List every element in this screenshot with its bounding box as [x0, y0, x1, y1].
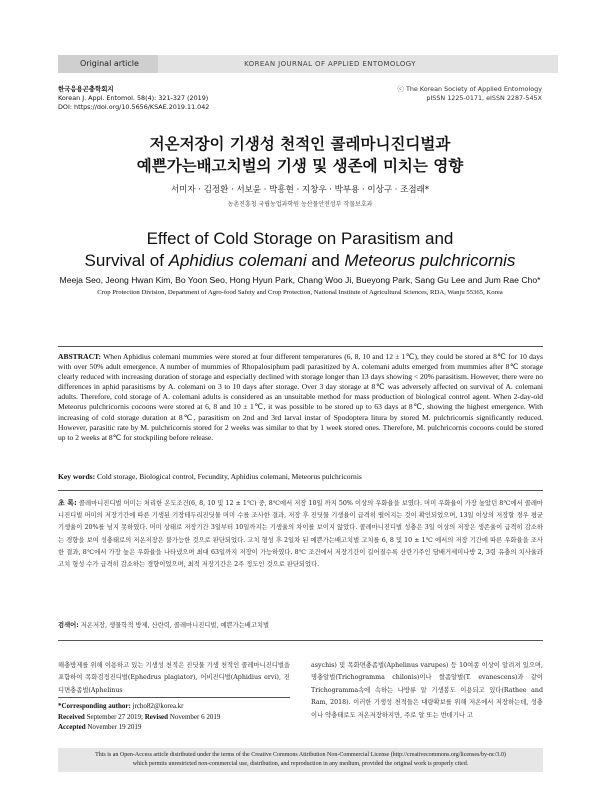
title-ko-line2: 예쁜가는배고치벌의 기생 및 생존에 미치는 영향 [136, 157, 464, 175]
citation: Korean J. Appl. Entomol. 58(4): 321-327 (2019) [58, 94, 209, 102]
journal-name-header: KOREAN JOURNAL OF APPLIED ENTOMOLOGY [244, 60, 416, 68]
abstract-en [58, 352, 543, 443]
abstract-ko [58, 497, 543, 571]
keywords-ko [58, 620, 543, 629]
keywords-text: Cold storage, Biological control, Fecundity, Aphidius colemani, Meteorus pulchricornis [95, 472, 362, 481]
corresponding-author-label: *Corresponding author: [58, 702, 131, 710]
title-ko-line1: 저온저장이 기생성 천적인 콜레마니진디벌과 [149, 135, 451, 153]
footnote-divider [58, 697, 290, 698]
citation-block [58, 85, 209, 112]
copyright: ⓒ The Korean Society of Applied Entomology [397, 85, 542, 93]
abstract-text: When Aphidius colemani mummies were stored at four different temperatures (6, 8, 10 and 12 ± 1℃), they could be stored at 8℃ for 10 days with over 50% adult emergence. A number of mummies of Rhopalosiphum padi parasitized by A. colemani adults emerged from mummies after 8℃ storage clearly reduced with increasing duration of storage and especially declined with storage longer than 13 days showing < 20% parasitism. However, there were no differences in aphid parasitisms by A. colemani on 3 to 10 days after storage. Over 3 day storage at 8℃ was adversely affected on survival of A. colemani adults. Therefore, cold storage of A. colemani adults is considered as an unsuitable method for mass production of biological control agent. When 2-day-old Meteorus pulchricornis cocoons were stored at 6, 8 and 10 ± 1℃, it was possible to be stored up to 63 days at 8℃, showing the highest emergence. With increasing of cold storage duration at 8℃, parasitism on 2nd and 3rd larval instar of Spodoptera litura by stored M. pulchricornis significantly reduced. However, parasitic rate by M. pulchricornis stored for 2 weeks was similar to that by 1 week stored ones. Therefore, M. pulchricornis cocoons could be stored up to 2 weeks at 8℃ for stockpiling before release. [58, 352, 543, 442]
title-en-text: and [306, 251, 345, 270]
species-name: Meteorus pulchricornis [344, 251, 516, 270]
issn: pISSN 1225-0171, eISSN 2287-545X [426, 94, 542, 102]
species-name: Aphidius colemani [168, 251, 307, 270]
revised-label: Revised [144, 712, 169, 721]
revised-date: November 6 2019 [168, 712, 221, 721]
title-en-line2 [40, 250, 560, 272]
copyright-block [398, 85, 542, 103]
received-label: Received [58, 712, 85, 721]
body-column-right: asychis) 및 목화면충좀벌(Aphelinus varupes) 등 10여종 이상이 알려져 있으며, 명충알벌(Trichogramma chilonis)이나 쌀좀알벌(T. evanescens)과 같이 Trichogramma속에 속하는 나방류 알 기생봉도 이용되고 있다(Rathee and Ram, 2018). 이러한 기생성 천적들은 대량확보를 위해 저온에서 저장하는데, 성충이나 약충태로도 저온저장하지만, 주로 알 또는 번데기나 고 [311, 662, 543, 719]
footnote [58, 701, 290, 733]
divider [58, 346, 543, 347]
abstract-label: ABSTRACT: [58, 352, 102, 361]
corresponding-email[interactable]: jrcho82@korea.kr [130, 702, 184, 710]
body-column-left: 해충방제를 위해 이용하고 있는 기생성 천적은 진딧물 기생 천적인 콜레마니진디벌을 포함하여 목화검정진디벌(Ephedrus plagiator), 어비진디벌(Aphidius ervi), 진디면충좀벌(Aphelinus [58, 662, 290, 694]
keywords-ko-label: 검색어: [58, 622, 79, 629]
accepted-label: Accepted [58, 723, 86, 731]
received-date: September 27 2019; [84, 712, 145, 721]
keywords-ko-text: 저온저장, 생물학적 방제, 산란력, 콜레마니진디벌, 예쁜가는배고치벌 [78, 622, 270, 629]
title-en-line1: Effect of Cold Storage on Parasitism and [146, 229, 454, 248]
accepted-date: November 19 2019 [85, 723, 142, 731]
affiliation-ko: 농촌진흥청 국립농업과학원 농산물안전성부 작물보호과 [227, 201, 373, 208]
affiliation-en: Crop Protection Division, Department of Agro-food Safety and Crop Protection, National Institute of Agricultural Sciences, RDA, Wanju 55365, Korea [97, 289, 503, 296]
keywords-en [58, 472, 543, 481]
authors-ko: 서미자 · 김정환 · 서보윤 · 박흥현 · 지창우 · 박부용 · 이상구 · 조점래* [170, 185, 430, 195]
journal-name-ko: 한국응용곤충학회지 [58, 85, 114, 93]
divider [58, 640, 543, 641]
abstract-ko-text: 콜레마니진디벌 머미는 처리한 온도조건(6, 8, 10 및 12 ± 1℃) 중, 8℃에서 저장 10일 까지 50% 이상의 우화율을 보였다. 머미 우화율이 가장 높았던 8℃에서 콜레마니진디벌 머미의 저장기간에 따른 기생된 기장테두리진딧물 머미 수를 조사한 결과, 저장 후 진딧물 기생율이 급격히 떨어지는 것이 확인되었으며, 13일 이상의 저장할 경우 평균 기생율이 20%를 넘지 못하였다. 머미 상태로 저장기간 3일부터 10일까지는 기생율의 차이를 보이지 않았다. 콜레마니진디벌 성충은 3일 이상의 저장은 생존율이 급격히 감소하는 경향을 보여 성충태로의 저온저장은 불가능한 것으로 판단되었다. 고치 형성 후 2일차 된 예쁜가는배고치벌 고치를 6, 8 및 10 ± 1℃ 에서의 저장 기간에 따른 우화율을 조사한 결과, 8℃에서 가장 높은 우화율을 나타냈으며 최대 63일까지 저장이 가능하였다. 8℃ 조건에서 저장기간이 길어질수록 산란기주인 담배거세미나방 2, 3령 유충의 치사율과 고치 형성 수가 급격히 감소하는 경향이었으며, 최적 저장기간은 2주 정도인 것으로 판단되었다. [58, 500, 543, 569]
accepted [58, 722, 290, 733]
divider [58, 490, 543, 491]
title-en-text: Survival of [84, 251, 169, 270]
doi-link[interactable]: DOI: https://doi.org/10.5656/KSAE.2019.11.042 [58, 103, 210, 111]
corresponding-author [58, 701, 290, 712]
authors-en: Meeja Seo, Jeong Hwan Kim, Bo Yoon Seo, Hong Hyun Park, Chang Woo Ji, Bueyong Park, Sang Gu Lee and Jum Rae Cho* [59, 275, 541, 285]
article-type-tab: Original article [58, 55, 158, 73]
abstract-ko-label: 초 록: [58, 499, 77, 507]
license-line2: which permits unrestricted non-commercial use, distribution, and reproduction in any medium, provided the original work is properly cited. [132, 761, 469, 767]
license-notice [58, 748, 543, 772]
license-line1: This is an Open-Access article distributed under the terms of the Creative Commons Attribution Non-Commercial License (http://creativecommons.org/licenses/by-nc/3.0) [95, 752, 506, 758]
keywords-label: Key words: [58, 472, 96, 481]
received-revised [58, 712, 290, 723]
